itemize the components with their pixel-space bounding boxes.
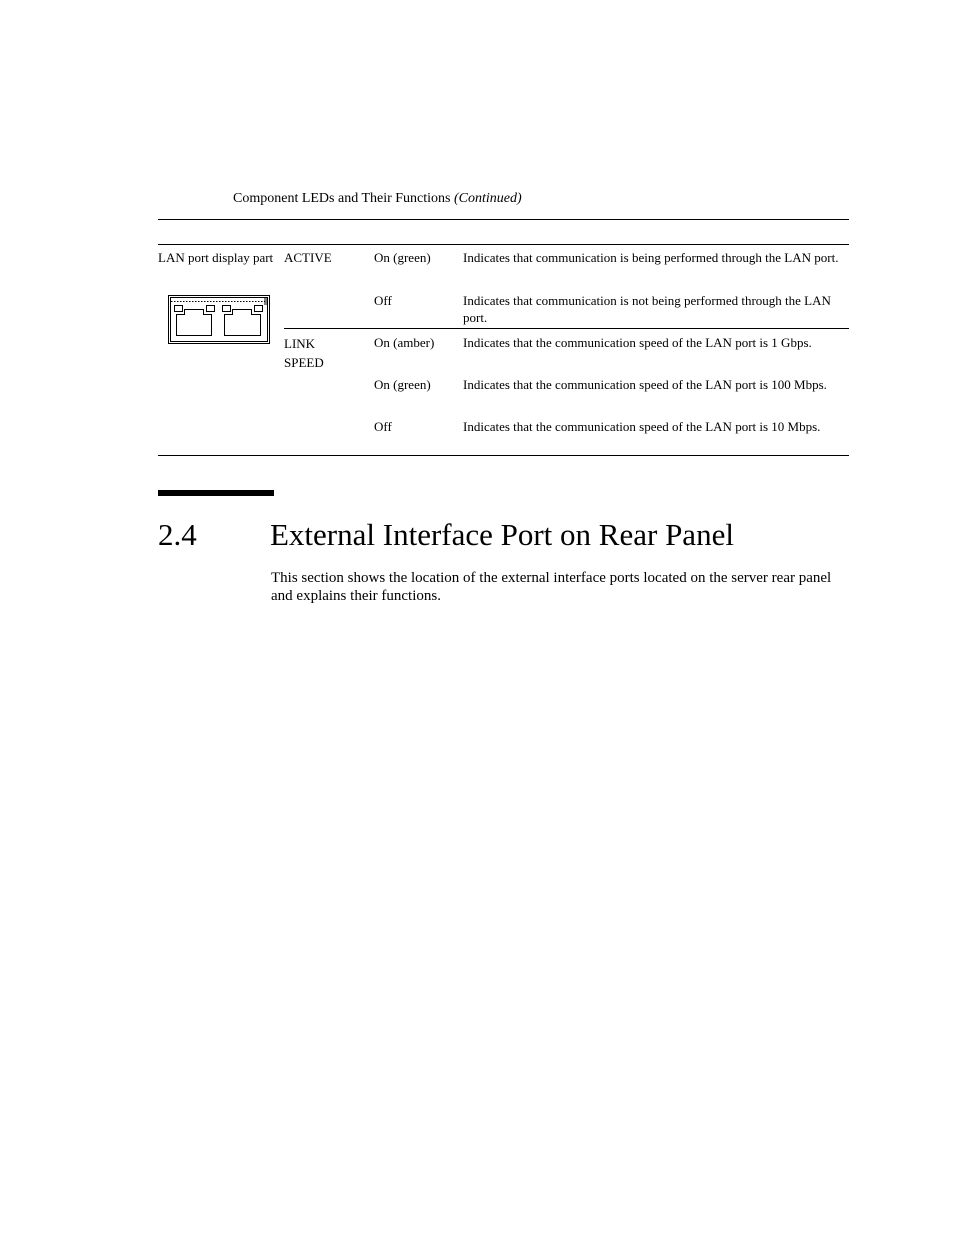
section-heading-bar	[158, 490, 274, 496]
section-title: External Interface Port on Rear Panel	[270, 517, 734, 552]
led-description: Indicates that communication is not being performed through the LAN port.	[463, 293, 831, 325]
table-group-rule	[284, 328, 849, 329]
table-header-rule	[158, 244, 849, 245]
section-body: This section shows the location of the external interface ports located on the server rear panel and explains their functions.	[271, 570, 832, 604]
led-description: Indicates that communication is being performed through the LAN port.	[463, 250, 839, 265]
led-state: On (green)	[374, 250, 431, 265]
lan-port-icon	[168, 295, 271, 346]
table-bottom-rule	[158, 455, 849, 456]
led-description: Indicates that the communication speed of the LAN port is 10 Mbps.	[463, 419, 821, 434]
led-name-link-speed	[284, 334, 324, 372]
table-caption-continued: (Continued)	[454, 191, 522, 206]
led-description: Indicates that the communication speed of the LAN port is 1 Gbps.	[463, 335, 812, 350]
table-caption-title: Component LEDs and Their Functions	[233, 191, 451, 206]
table-caption	[233, 191, 522, 207]
led-state: Off	[374, 419, 392, 434]
led-state: Off	[374, 293, 392, 308]
led-name-line: SPEED	[284, 355, 324, 370]
component-label: LAN port display part	[158, 250, 274, 265]
led-name-line: LINK	[284, 336, 316, 351]
led-state: On (green)	[374, 377, 431, 392]
table-top-rule	[158, 219, 849, 220]
led-name-active: ACTIVE	[284, 250, 332, 265]
led-state: On (amber)	[374, 335, 435, 350]
led-description: Indicates that the communication speed of the LAN port is 100 Mbps.	[463, 377, 827, 392]
section-number: 2.4	[158, 517, 197, 552]
